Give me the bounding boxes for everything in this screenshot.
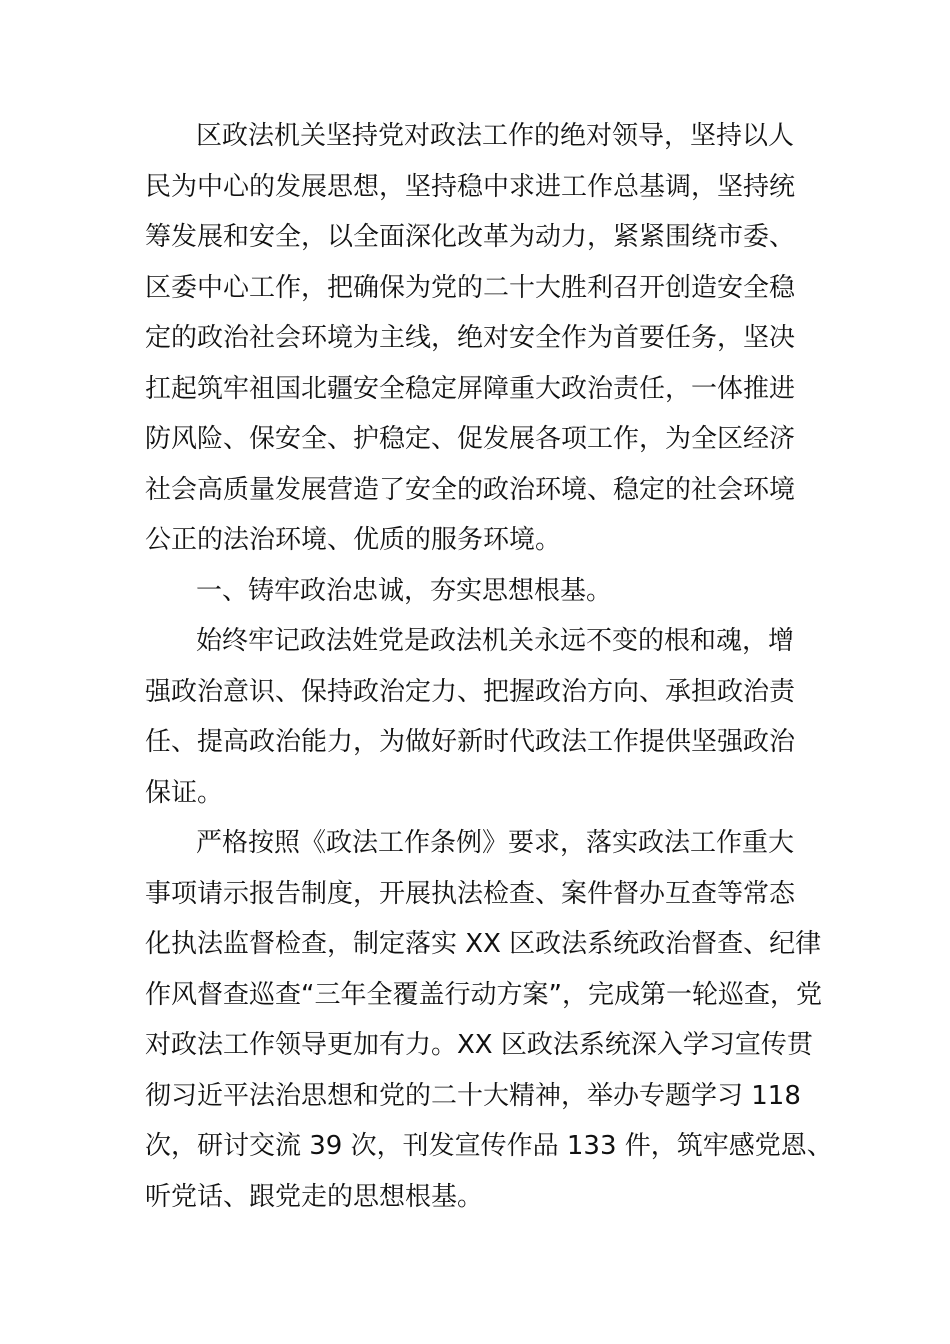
paragraph-line: 区政法机关坚持党对政法工作的绝对领导，坚持以人	[196, 121, 795, 151]
paragraph-line: 区委中心工作，把确保为党的二十大胜利召开创造安全稳	[145, 273, 796, 303]
paragraph-line: 彻习近平法治思想和党的二十大精神，举办专题学习 118	[145, 1081, 801, 1111]
paragraph-line: 化执法监督检查，制定落实 XX 区政法系统政治督查、纪律	[145, 929, 822, 959]
paragraph-line: 次，研讨交流 39 次，刊发宣传作品 133 件，筑牢感党恩、	[145, 1131, 833, 1161]
paragraph-line: 定的政治社会环境为主线，绝对安全作为首要任务，坚决	[145, 323, 796, 353]
paragraph-line: 保证。	[145, 778, 224, 808]
paragraph-line: 作风督查巡查“三年全覆盖行动方案”，完成第一轮巡查，党	[145, 980, 822, 1010]
paragraph-line: 听党话、跟党走的思想根基。	[145, 1182, 484, 1212]
paragraph-line: 社会高质量发展营造了安全的政治环境、稳定的社会环境	[145, 475, 796, 505]
paragraph-line: 强政治意识、保持政治定力、把握政治方向、承担政治责	[145, 677, 796, 707]
paragraph-line: 任、提高政治能力，为做好新时代政法工作提供坚强政治	[145, 727, 796, 757]
paragraph-line: 公正的法治环境、优质的服务环境。	[145, 525, 562, 555]
paragraph-line: 扛起筑牢祖国北疆安全稳定屏障重大政治责任，一体推进	[145, 374, 796, 404]
paragraph-line: 筹发展和安全，以全面深化改革为动力，紧紧围绕市委、	[145, 222, 796, 252]
paragraph-line: 对政法工作领导更加有力。XX 区政法系统深入学习宣传贯	[145, 1030, 813, 1060]
paragraph-line: 始终牢记政法姓党是政法机关永远不变的根和魂，增	[196, 626, 795, 656]
paragraph-line: 事项请示报告制度，开展执法检查、案件督办互查等常态	[145, 879, 796, 909]
paragraph-line: 防风险、保安全、护稳定、促发展各项工作，为全区经济	[145, 424, 796, 454]
paragraph-line: 严格按照《政法工作条例》要求，落实政法工作重大	[196, 828, 795, 858]
section-heading: 一、铸牢政治忠诚，夯实思想根基。	[196, 576, 613, 606]
paragraph-line: 民为中心的发展思想，坚持稳中求进工作总基调，坚持统	[145, 172, 796, 202]
